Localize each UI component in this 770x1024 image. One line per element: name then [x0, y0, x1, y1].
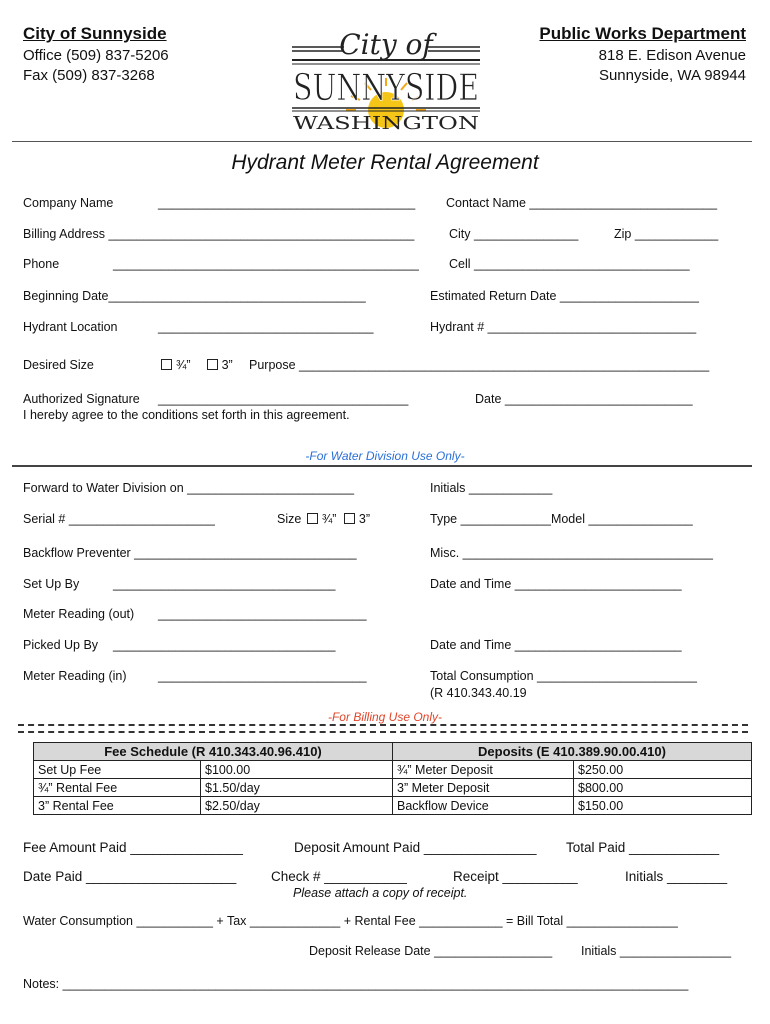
size-three-inch-label: 3” [221, 358, 233, 372]
size-three-quarter-checkbox[interactable] [161, 359, 172, 370]
release-initials-field[interactable]: Initials ________________ [581, 944, 732, 958]
cell-field[interactable]: Cell _______________________________ [449, 257, 690, 271]
office-phone: Office (509) 837-5206 [23, 47, 169, 64]
estimated-return-field[interactable]: Estimated Return Date ____________________ [430, 289, 699, 303]
meter-size-three-quarter-checkbox[interactable] [307, 513, 318, 524]
purpose-field[interactable]: Purpose ___________________________________________________________ [249, 358, 710, 372]
city-name: City of Sunnyside [23, 24, 167, 43]
agreement-statement: I hereby agree to the conditions set forth in this agreement. [23, 408, 350, 422]
deposit-amount: $250.00 [574, 761, 752, 779]
beginning-date-field[interactable]: Beginning Date_____________________________________ [23, 289, 366, 303]
picked-up-by-field[interactable]: ________________________________ [113, 638, 336, 652]
fee-name: 3” Rental Fee [34, 797, 201, 815]
serial-field[interactable]: Serial # _____________________ [23, 512, 215, 526]
meter-reading-out-label: Meter Reading (out) [23, 607, 135, 621]
hydrant-number-field[interactable]: Hydrant # ______________________________ [430, 320, 697, 334]
setup-by-label: Set Up By [23, 577, 80, 591]
address-line-2: Sunnyside, WA 98944 [598, 67, 746, 84]
fee-deposit-table [33, 742, 752, 815]
fax-number: Fax (509) 837-3268 [23, 67, 155, 84]
fee-amount-paid-field[interactable]: Fee Amount Paid _______________ [23, 840, 243, 855]
fee-name: Set Up Fee [34, 761, 201, 779]
hydrant-location-field[interactable]: _______________________________ [158, 320, 374, 334]
signature-field[interactable]: ____________________________________ [158, 392, 409, 406]
total-paid-field[interactable]: Total Paid ____________ [566, 840, 720, 855]
deposit-name: Backflow Device [393, 797, 574, 815]
logo-sunnyside: SUNNYSIDE [293, 68, 479, 109]
meter-size-three-quarter-label: ¾” [321, 512, 337, 526]
receipt-field[interactable]: Receipt __________ [453, 869, 578, 884]
meter-size-three-inch-label: 3” [358, 512, 371, 526]
size-three-quarter-label: ¾” [176, 358, 191, 372]
deposit-name: ¾” Meter Deposit [393, 761, 574, 779]
table-row [34, 779, 752, 797]
pickup-date-time-field[interactable]: Date and Time ________________________ [430, 638, 682, 652]
company-name-label: Company Name [23, 196, 114, 210]
water-division-label: -For Water Division Use Only- [305, 449, 465, 463]
contact-name-field[interactable]: Contact Name ___________________________ [446, 196, 718, 210]
size-three-inch-checkbox[interactable] [207, 359, 218, 370]
phone-field[interactable]: ____________________________________________ [113, 257, 419, 271]
billing-label: -For Billing Use Only- [327, 710, 443, 724]
hydrant-location-label: Hydrant Location [23, 320, 118, 334]
fee-name: ¾” Rental Fee [34, 779, 201, 797]
department-name: Public Works Department [539, 24, 746, 43]
attach-receipt-note: Please attach a copy of receipt. [293, 886, 468, 900]
picked-up-by-label: Picked Up By [23, 638, 99, 652]
fee-schedule-header: Fee Schedule (R 410.343.40.96.410) [34, 743, 393, 761]
backflow-preventer-field[interactable]: Backflow Preventer ________________________________ [23, 546, 357, 560]
fee-amount: $2.50/day [201, 797, 393, 815]
billing-initials-field[interactable]: Initials ________ [625, 869, 728, 884]
forward-date-field[interactable]: Forward to Water Division on ________________________ [23, 481, 355, 495]
setup-date-time-field[interactable]: Date and Time ________________________ [430, 577, 682, 591]
table-row [34, 797, 752, 815]
size-options [161, 358, 233, 372]
meter-size-options [277, 512, 370, 526]
desired-size-label: Desired Size [23, 358, 94, 372]
deposit-name: 3” Meter Deposit [393, 779, 574, 797]
fee-amount: $100.00 [201, 761, 393, 779]
address-line-1: 818 E. Edison Avenue [598, 47, 746, 64]
bill-calculation-field[interactable]: Water Consumption ___________ + Tax _____________ + Rental Fee ____________ = Bill Total ________________ [23, 914, 678, 928]
meter-reading-in-field[interactable]: ______________________________ [158, 669, 367, 683]
meter-size-three-inch-checkbox[interactable] [344, 513, 355, 524]
logo-city-of: City of [339, 28, 433, 61]
signature-date-field[interactable]: Date ___________________________ [475, 392, 693, 406]
meter-reading-in-label: Meter Reading (in) [23, 669, 127, 683]
meter-reading-out-field[interactable]: ______________________________ [158, 607, 367, 621]
company-name-field[interactable]: _____________________________________ [158, 196, 416, 210]
phone-label: Phone [23, 257, 60, 271]
notes-field[interactable]: Notes: __________________________________________________________________________________________ [23, 977, 689, 991]
water-division-divider [12, 465, 752, 467]
misc-field[interactable]: Misc. ____________________________________ [430, 546, 713, 560]
zip-field[interactable]: Zip ____________ [614, 227, 719, 241]
table-row [34, 761, 752, 779]
billing-divider [18, 724, 748, 733]
deposit-amount-paid-field[interactable]: Deposit Amount Paid _______________ [294, 840, 537, 855]
total-consumption-code: (R 410.343.40.19 [430, 686, 527, 700]
deposit-release-date-field[interactable]: Deposit Release Date _________________ [309, 944, 553, 958]
deposits-header: Deposits (E 410.389.90.00.410) [393, 743, 752, 761]
logo-washington: WASHINGTON [293, 113, 479, 134]
city-logo [288, 20, 484, 132]
fee-amount: $1.50/day [201, 779, 393, 797]
setup-by-field[interactable]: ________________________________ [113, 577, 336, 591]
header-divider [12, 141, 752, 142]
check-number-field[interactable]: Check # ___________ [271, 869, 407, 884]
date-paid-field[interactable]: Date Paid ____________________ [23, 869, 237, 884]
authorized-signature-label: Authorized Signature [23, 392, 140, 406]
city-field[interactable]: City _______________ [449, 227, 579, 241]
water-initials-field[interactable]: Initials ____________ [430, 481, 553, 495]
form-title: Hydrant Meter Rental Agreement [231, 151, 539, 174]
meter-size-label: Size [277, 512, 302, 526]
deposit-amount: $800.00 [574, 779, 752, 797]
type-model-field[interactable]: Type _____________Model _______________ [430, 512, 693, 526]
billing-address-field[interactable]: Billing Address ____________________________________________ [23, 227, 415, 241]
deposit-amount: $150.00 [574, 797, 752, 815]
total-consumption-field[interactable]: Total Consumption _______________________ [430, 669, 697, 683]
